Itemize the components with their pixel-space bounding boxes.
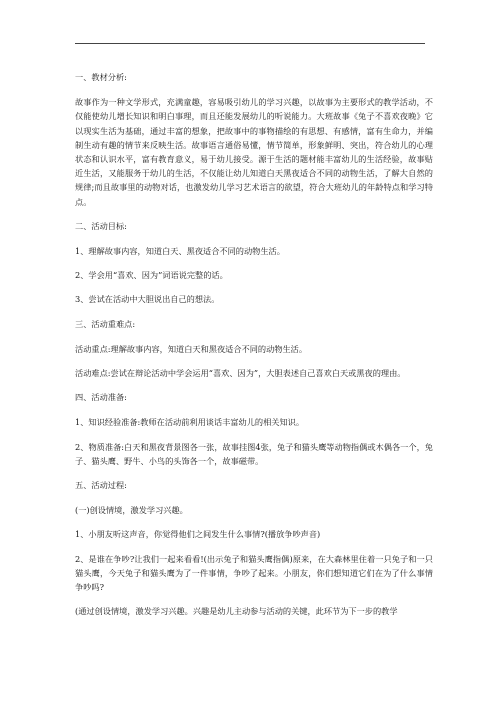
process-subheading-1: (一)创设情境，激发学习兴趣。 bbox=[75, 505, 188, 516]
paragraph-textbook-analysis: 故事作为一种文学形式，充满童趣，容易吸引幼儿的学习兴趣，以故事为主要形式的教学活动，不仅能使幼儿增长知识和明白事理，而且还能发展幼儿的听说能力。大班故事《兔子不喜欢夜晚》它以现实生活为基础，通过丰富的想象，把故事中的事物描绘的有思想、有感情，富有生命力，并编制生动有趣的情节来反映生活。故事语言通俗易懂，情节简单，形象鲜明、突出，符合幼儿的心理状态和认识水平，富有教育意义，易于幼儿接受。源于生活的题材能丰富幼儿的生活经验，故事贴近生活，又能服务于幼儿的生活，不仅能让幼儿知道白天黑夜适合不同的动物生活，了解大自然的规律;而且故事里的动物对话，也激发幼儿学习艺术语言的欲望，符合大班幼儿的年龄特点和学习特点。 bbox=[75, 97, 433, 207]
document-body bbox=[75, 70, 433, 628]
section-heading-process: 五、活动过程: bbox=[75, 480, 127, 491]
process-step-1: 1、小朋友听这声音，你觉得他们之间发生什么事情?(播放争吵声音) bbox=[75, 529, 321, 540]
key-point-focus: 活动重点:理解故事内容，知道白天和黑夜适合不同的动物生活。 bbox=[75, 343, 308, 354]
key-point-difficulty: 活动难点:尝试在辩论活动中学会运用“喜欢、因为”，大胆表述自己喜欢白天或黑夜的理由。 bbox=[75, 368, 406, 379]
section-heading-textbook-analysis: 一、教材分析: bbox=[75, 72, 127, 82]
section-heading-preparation: 四、活动准备: bbox=[75, 392, 127, 403]
section-heading-key-points: 三、活动重难点: bbox=[75, 318, 136, 329]
goal-item-2: 2、学会用“喜欢、因为”词语说完整的话。 bbox=[75, 270, 228, 281]
process-step-2: 2、是谁在争吵?让我们一起来看看!(出示兔子和猫头鹰指偶)原来，在大森林里住着一只兔子和一只猫头鹰，今天兔子和猫头鹰为了一件事情，争吵了起来。小朋友，你们想知道它们在为了什么事情争吵吗? bbox=[75, 553, 433, 593]
preparation-item-1: 1、知识经验准备:教师在活动前利用谈话丰富幼儿的相关知识。 bbox=[75, 417, 305, 428]
goal-item-1: 1、理解故事内容，知道白天、黑夜适合不同的动物生活。 bbox=[75, 246, 285, 257]
header-rule bbox=[75, 43, 425, 44]
section-heading-goals: 二、活动目标: bbox=[75, 220, 127, 231]
preparation-item-2: 2、物质准备:白天和黑夜背景图各一张，故事挂图4张，兔子和猫头鹰等动物指偶或木偶各一个，兔子、猫头鹰、野牛、小鸟的头饰各一个，故事磁带。 bbox=[75, 441, 433, 466]
process-note: (通过创设情境，激发学习兴趣。兴趣是幼儿主动参与活动的关键，此环节为下一步的教学 bbox=[75, 606, 398, 617]
goal-item-3: 3、尝试在活动中大胆说出自己的想法。 bbox=[75, 294, 220, 305]
